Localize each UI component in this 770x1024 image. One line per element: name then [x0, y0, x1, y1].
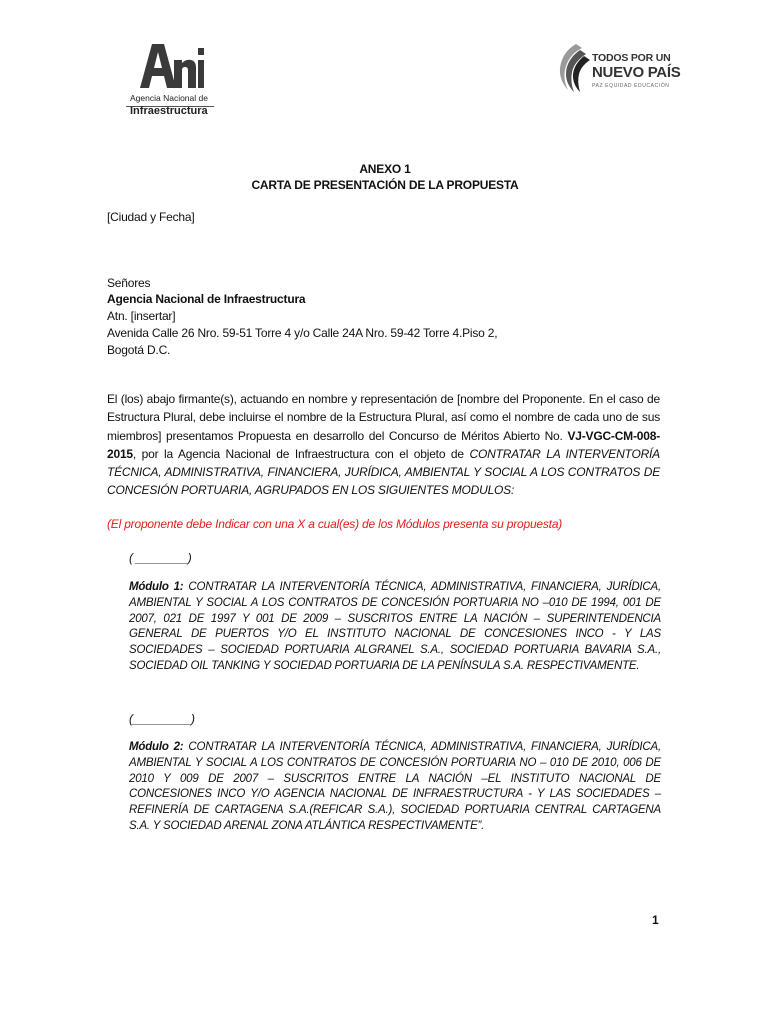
module-1-label: Módulo 1: — [129, 581, 184, 593]
module-2-checkbox[interactable]: (_________) — [129, 712, 195, 726]
module-1-text: CONTRATAR LA INTERVENTORÍA TÉCNICA, ADMINISTRATIVA, FINANCIERA, JURÍDICA, AMBIENTAL Y SOCIAL A LOS CONTRATOS DE CONCESIÓN PORTUARIA NO –010 DE 1994, 001 DE 2007, 021 DE 1997 Y 001 DE 2009 – SUSCRITOS ENTRE LA NACIÓN – SUPERINTENDENCIA GENERAL DE PUERTOS Y/O EL INSTITUTO NACIONAL DE CONCESIONES INCO - Y LAS SOCIEDADES – SOCIEDAD PORTUARIA ALGRANEL S.A., SOCIEDAD PORTUARIA BAVARIA S.A., SOCIEDAD OIL TANKING Y SOCIEDAD PORTUARIA DE LA PENÍNSULA S.A. RESPECTIVAMENTE. — [129, 581, 661, 672]
module-2-label: Módulo 2: — [129, 741, 184, 753]
module-instruction: (El proponente debe Indicar con una X a cual(es) de los Módulos presenta su propuesta) — [107, 517, 563, 531]
module-2-text: CONTRATAR LA INTERVENTORÍA TÉCNICA, ADMINISTRATIVA, FINANCIERA, JURÍDICA, AMBIENTAL Y SOCIAL A LOS CONTRATOS DE CONCESIÓN PORTUARIA NO – 010 DE 2010, 006 DE 2010 Y 009 DE 2007 – SUSCRITOS ENTRE LA NACIÓN –EL INSTITUTO NACIONAL DE CONCESIONES INCO Y/O AGENCIA NACIONAL DE INFRAESTRUCTURA - Y LAS SOCIEDADES – REFINERÍA DE CARTAGENA S.A.(REFICAR S.A.), SOCIEDAD PORTUARIA CENTRAL CARTAGENA S.A. Y SOCIEDAD ARENAL ZONA ATLÁNTICA RESPECTIVAMENTE”. — [129, 741, 661, 832]
place-date: [Ciudad y Fecha] — [107, 210, 195, 224]
module-1-checkbox[interactable]: ( ________) — [129, 551, 192, 565]
addressee-city: Bogotá D.C. — [107, 343, 171, 357]
body-text-1: El (los) abajo firmante(s), actuando en nombre y representación de [nombre del Proponente. En el caso de Estructura Plural, debe incluirse el nombre de la Estructura Plural, así como el nombre de cada uno de sus miembros] presentamos Propuesta en desarrollo del Concurso de Méritos Abierto No. — [107, 392, 660, 443]
contract-object: CONTRATAR LA INTERVENTORÍA TÉCNICA, ADMINISTRATIVA, FINANCIERA, JURÍDICA, AMBIENTAL Y SOCIAL A LOS CONTRATOS DE CONCESIÓN PORTUARIA, AGRUPADOS EN LOS SIGUIENTES MODULOS: — [107, 446, 660, 498]
addressee-address: Avenida Calle 26 Nro. 59-51 Torre 4 y/o Calle 24A Nro. 59-42 Torre 4.Piso 2, — [107, 326, 498, 340]
tpu-logo-line2: NUEVO PAÍS — [592, 64, 681, 81]
body-paragraph — [107, 390, 660, 500]
tricolor-ribbon-icon — [556, 42, 590, 94]
addressee-attn: Atn. [insertar] — [107, 309, 176, 323]
ani-logo-line2: Infraestructura — [130, 105, 208, 117]
contest-number: VJ-VGC-CM-008-2015 — [107, 428, 660, 461]
annex-title: ANEXO 1 — [359, 162, 411, 176]
ani-logo — [126, 40, 216, 118]
page-number: 1 — [652, 913, 659, 927]
todos-por-un-nuevo-pais-logo — [556, 40, 681, 96]
tpu-logo-line3: PAZ EQUIDAD EDUCACIÓN — [592, 83, 670, 89]
addressee-entity: Agencia Nacional de Infraestructura — [107, 292, 306, 306]
body-text-2: , por la Agencia Nacional de Infraestructura con el objeto de — [132, 446, 470, 461]
ani-logo-line1: Agencia Nacional de — [130, 93, 208, 103]
tpu-logo-line1: TODOS POR UN — [592, 52, 671, 64]
salutation: Señores — [107, 276, 151, 290]
module-2-description — [129, 740, 661, 835]
module-1-description — [129, 580, 661, 675]
document-title: CARTA DE PRESENTACIÓN DE LA PROPUESTA — [251, 178, 519, 192]
ani-mark-icon — [138, 40, 204, 90]
